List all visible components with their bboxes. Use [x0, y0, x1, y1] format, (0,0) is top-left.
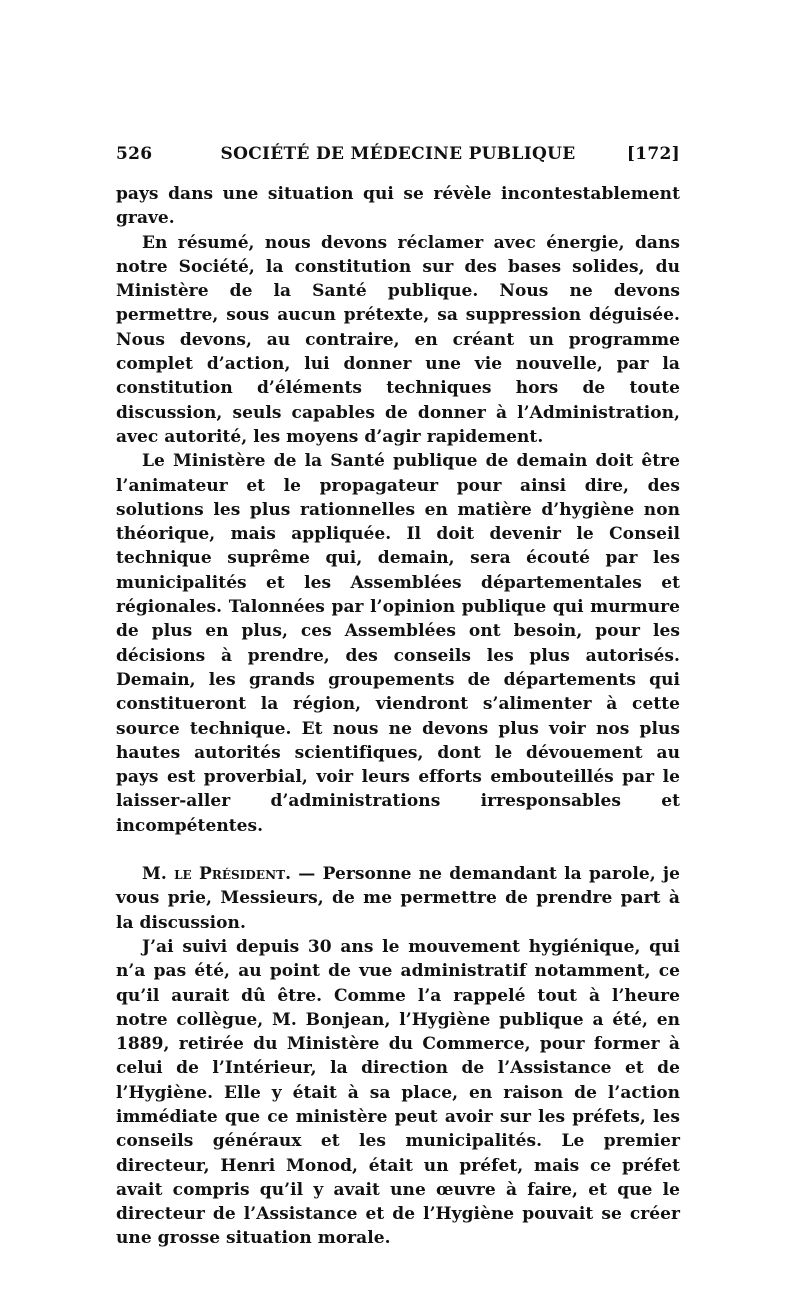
document-body: [116, 182, 680, 1251]
paragraph-president: [116, 862, 680, 935]
running-title: SOCIÉTÉ DE MÉDECINE PUBLIQUE: [220, 144, 576, 164]
running-header: [116, 140, 680, 170]
page-reference: [172]: [626, 144, 680, 164]
paragraph-ministere: Le Ministère de la Santé publique de demain doit être l’animateur et le propagateur pour ainsi dire, des solutions les plus rationnelles en matière d’hygiène non théorique, mais appliquée. Il doit devenir le Conseil technique suprême qui, demain, sera écouté par les municipalités et les Assemblées départementales et régionales. Talonnées par l’opinion publique qui murmure de plus en plus, ces Assemblées ont besoin, pour les décisions à prendre, des conseils les plus autorisés. Demain, les grands groupements de départements qui constitueront la région, viendront s’alimenter à cette source technique. Et nous ne devons plus voir nos plus hautes autorités scientifiques, dont le dévouement au pays est proverbial, voir leurs efforts embouteillés par le laisser-aller d’administrations irresponsables et incompétentes.: [116, 451, 680, 836]
paragraph-historique: J’ai suivi depuis 30 ans le mouvement hygiénique, qui n’a pas été, au point de vue administratif notamment, ce qu’il aurait dû être. Comme l’a rappelé tout à l’heure notre collègue, M. Bonjean, l’Hygiène publique a été, en 1889, retirée du Ministère du Commerce, pour former à celui de l’Intérieur, la direction de l’Assistance et de l’Hygiène. Elle y était à sa place, en raison de l’action immédiate que ce ministère peut avoir sur les préfets, les conseils généraux et les municipalités. Le premier directeur, Henri Monod, était un préfet, mais ce préfet avait compris qu’il y avait une œuvre à faire, et que le directeur de l’Assistance et de l’Hygiène pouvait se créer une grosse situation morale.: [116, 936, 680, 1249]
paragraph-continuation: pays dans une situation qui se révèle incontestablement grave.: [116, 184, 680, 229]
speaker-name: M. le Président.: [142, 864, 292, 885]
page-number: 526: [116, 144, 153, 164]
document-page: [116, 140, 680, 1251]
section-gap: [116, 838, 680, 862]
paragraph-resume: En résumé, nous devons réclamer avec énergie, dans notre Société, la constitution sur des bases solides, du Ministère de la Santé publique. Nous ne devons permettre, sous aucun prétexte, sa suppression déguisée. Nous devons, au contraire, en créant un programme complet d’action, lui donner une vie nouvelle, par la constitution d’éléments techniques hors de toute discussion, seuls capables de donner à l’Administration, avec autorité, les moyens d’agir rapidement.: [116, 232, 680, 447]
speaker-remark: — Personne ne demandant la parole, je vous prie, Messieurs, de me permettre de prendre part à la discussion.: [116, 864, 680, 933]
